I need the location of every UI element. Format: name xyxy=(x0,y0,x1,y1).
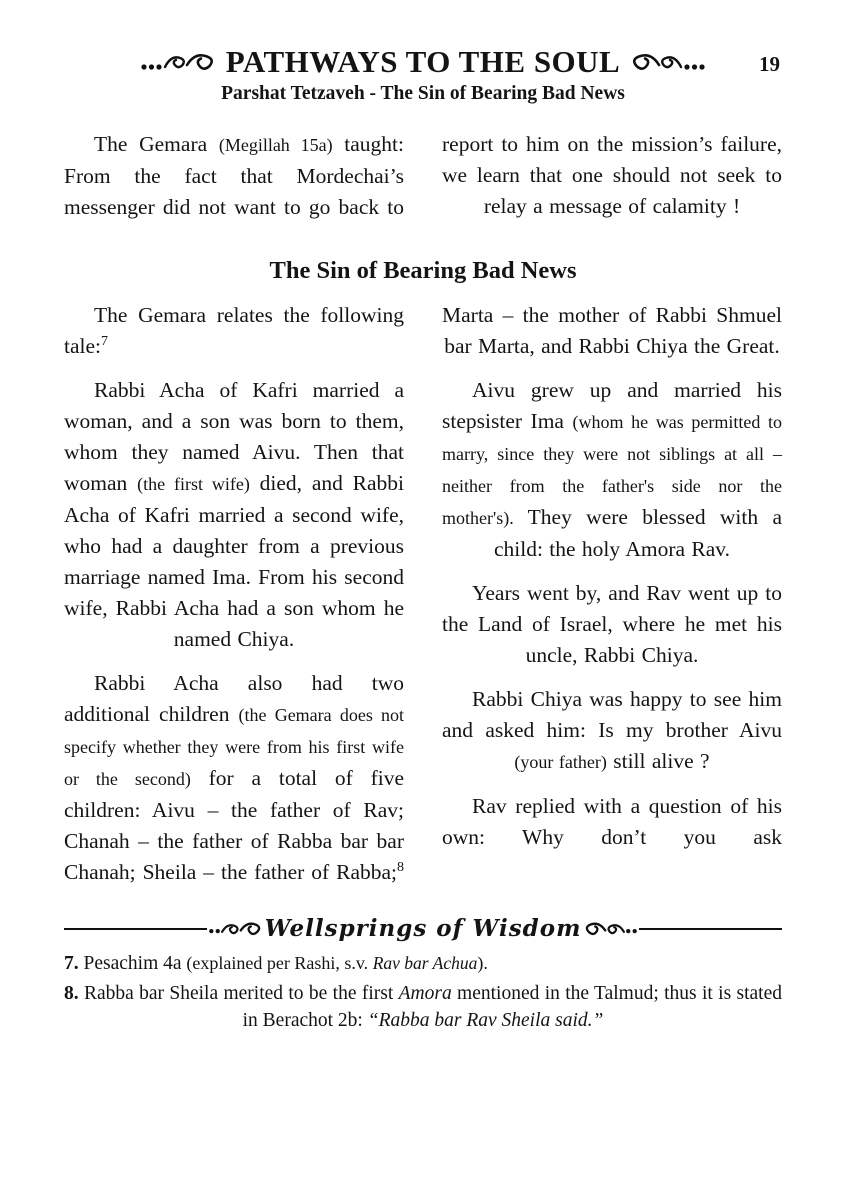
footnote-divider xyxy=(64,915,782,942)
title-row xyxy=(140,44,707,80)
paragraph-intro-left: The Gemara (Megillah 15a) taught: From the fact that Mordechai’s messenger did not want to go back to xyxy=(64,132,405,219)
footnote-ornament-label: Wellsprings of Wisdom xyxy=(264,915,582,942)
divider-flourish-right-icon xyxy=(583,919,639,939)
paragraph: Rav replied with a question of his own: Why don’t you ask xyxy=(442,794,782,849)
paragraph: Rabbi Chiya was happy to see him and asked him: Is my brother Aivu (your father) still alive ? xyxy=(442,687,782,773)
section-heading: The Sin of Bearing Bad News xyxy=(269,257,577,284)
paragraph: Rabbi Acha of Kafri married a woman, and a son was born to them, whom they named Aivu. Then that woman (the first wife) died, and Rabbi Acha of Kafri married a second wife, who had a daughter from a previous marriage named Ima. From his second wife, Rabbi Acha had a son whom he named Chiya. xyxy=(64,378,404,651)
page-header xyxy=(64,44,782,105)
paragraph: Years went by, and Rav went up to the Land of Israel, where he met his uncle, Rabbi Chiya. xyxy=(442,581,782,667)
intro-columns xyxy=(64,129,782,236)
intro-column-left xyxy=(64,129,404,236)
chapter-subtitle: Parshat Tetzaveh - The Sin of Bearing Bad News xyxy=(221,83,625,104)
footnotes xyxy=(64,950,782,1035)
paragraph: The Gemara relates the following tale:$^7$ xyxy=(64,303,404,358)
page-number: 19 xyxy=(759,52,780,76)
paragraph: Aivu grew up and married his stepsister Ima (whom he was permitted to marry, since they were not siblings at all – neither from the father's side nor the mother's). They were blessed with a child: the holy Amora Rav. xyxy=(442,378,782,561)
paragraph: Marta – the mother of Rabbi Shmuel bar Marta, and Rabbi Chiya the Great. xyxy=(442,303,782,358)
divider-rule-right xyxy=(639,928,782,930)
footnote-8: 8. Rabba bar Sheila merited to be the first Amora mentioned in the Talmud; thus it is stated in Berachot 2b: “Rabba bar Rav Sheila said.” xyxy=(64,982,782,1031)
paragraph: Rabbi Acha also had two additional children (the Gemara does not specify whether they were from his first wife or the second) for a total of five children: Aivu – the father of Rav; Chanah – the father of Rabba bar bar Chanah; Sheila – the father of Rabba;$^8$ xyxy=(64,671,404,884)
main-column-right xyxy=(442,300,782,901)
main-columns xyxy=(64,300,782,901)
paragraph-intro-right: report to him on the mission’s failure, we learn that one should not seek to relay a message of calamity ! xyxy=(442,132,782,218)
footnote-7: 7. Pesachim 4a (explained per Rashi, s.v. Rav bar Achua). xyxy=(64,953,488,974)
divider-rule-left xyxy=(64,928,207,930)
divider-flourish-left-icon xyxy=(207,919,263,939)
flourish-left-icon xyxy=(140,49,218,75)
main-column-left xyxy=(64,300,404,901)
flourish-right-icon xyxy=(628,49,706,75)
page-title: PATHWAYS TO THE SOUL xyxy=(225,44,621,79)
intro-column-right xyxy=(442,129,782,236)
